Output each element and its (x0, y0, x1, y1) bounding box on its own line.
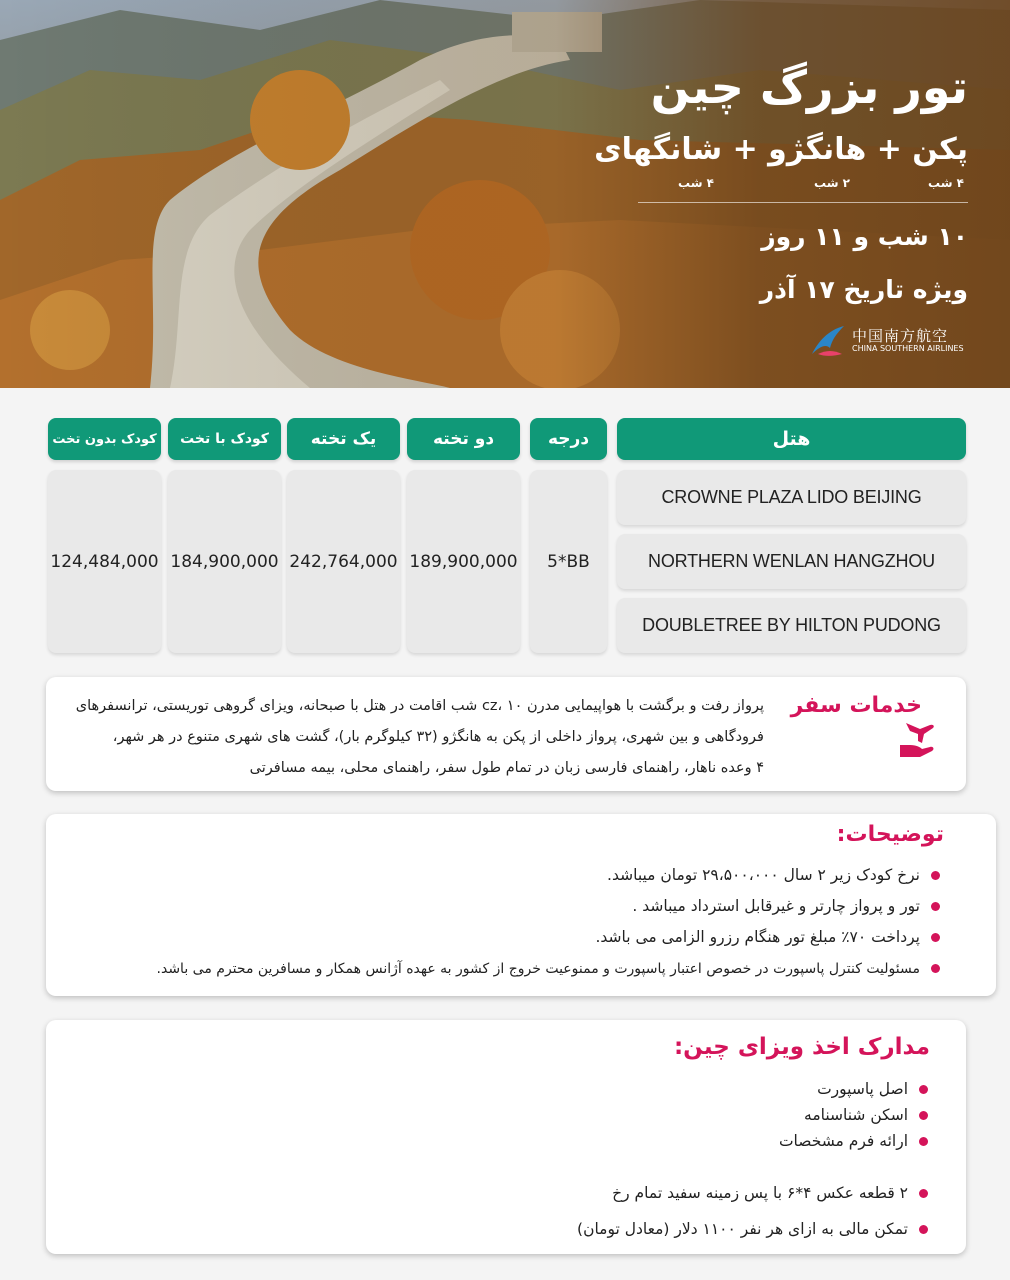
bullet-dot (931, 933, 940, 942)
bullet-dot (919, 1225, 928, 1234)
services-line: پرواز رفت و برگشت با هواپیمایی مدرن cz، ۱۰ شب اقامت در هتل با صبحانه، ویزای گروهی توریستی، ترانسفرهای (75, 698, 764, 714)
header-child-nobed: کودک بدون تخت (48, 418, 161, 460)
price-child-bed: 184,900,000 (168, 470, 281, 653)
services-title: خدمات سفر (790, 693, 922, 718)
visa-card (46, 1020, 966, 1254)
bullet-dot (931, 871, 940, 880)
services-line: فرودگاهی و بین شهری، پرواز داخلی از پکن به هانگژو (۳۲ کیلوگرم بار)، گشت های شهری متنوع در هر شهر، (112, 729, 764, 745)
bullet-dot (919, 1189, 928, 1198)
airline-logo (808, 322, 968, 358)
bullet-dot (919, 1137, 928, 1146)
visa-item: تمکن مالی به ازای هر نفر ۱۱۰۰ دلار (معادل تومان) (577, 1216, 930, 1242)
notes-title: توضیحات: (836, 822, 944, 847)
tour-title: تور بزرگ چین (650, 60, 968, 114)
tour-cities: پکن + هانگژو + شانگهای (594, 132, 968, 167)
grade-value: 5*BB (530, 470, 607, 653)
nights-hangzhou: ۲ شب (813, 176, 850, 190)
note-item: پرداخت ۷۰٪ مبلغ تور هنگام رزرو الزامی می باشد. (157, 922, 942, 953)
header-child-bed: کودک با تخت (168, 418, 281, 460)
tour-date: ویژه تاریخ ۱۷ آذر (759, 275, 968, 304)
hero-banner (0, 0, 1010, 388)
kapok-flower-icon (808, 324, 848, 358)
price-double: 189,900,000 (407, 470, 520, 653)
bullet-dot (919, 1111, 928, 1120)
visa-item: ۲ قطعه عکس ۴*۶ با پس زمینه سفید تمام رخ (577, 1180, 930, 1206)
header-single: یک تخته (287, 418, 400, 460)
visa-list (577, 1076, 930, 1242)
header-grade: درجه (530, 418, 607, 460)
nights-shanghai: ۴ شب (677, 176, 714, 190)
plane-hand-icon (898, 719, 942, 759)
price-single: 242,764,000 (287, 470, 400, 653)
services-description (54, 691, 764, 784)
bullet-dot (931, 902, 940, 911)
nights-beijing: ۴ شب (927, 176, 964, 190)
notes-list (157, 860, 942, 985)
note-item: مسئولیت کنترل پاسپورت در خصوص اعتبار پاسپورت و ممنوعیت خروج از کشور به عهده آژانس همکار و مسافرین محترم می باشد. (157, 953, 942, 985)
hero-divider (638, 202, 968, 203)
visa-item: اسکن شناسنامه (577, 1102, 930, 1128)
hotel-beijing: CROWNE PLAZA LIDO BEIJING (617, 470, 966, 525)
services-line: ۴ وعده ناهار، راهنمای فارسی زبان در تمام طول سفر، راهنمای محلی، بیمه مسافرتی (249, 760, 764, 776)
visa-item: اصل پاسپورت (577, 1076, 930, 1102)
airline-name-cn: 中国南方航空 (852, 327, 949, 345)
note-item: نرخ کودک زیر ۲ سال ۲۹،۵۰۰،۰۰۰ تومان میباشد. (157, 860, 942, 891)
price-child-nobed: 124,484,000 (48, 470, 161, 653)
header-hotel: هتل (617, 418, 966, 460)
bullet-dot (919, 1085, 928, 1094)
hotel-shanghai: DOUBLETREE BY HILTON PUDONG (617, 598, 966, 653)
visa-item: ارائه فرم مشخصات (577, 1128, 930, 1154)
header-double: دو تخته (407, 418, 520, 460)
tour-duration: ۱۰ شب و ۱۱ روز (761, 222, 968, 251)
visa-title: مدارک اخذ ویزای چین: (673, 1034, 930, 1060)
services-card (46, 677, 966, 791)
note-item: تور و پرواز چارتر و غیرقابل استرداد میباشد . (157, 891, 942, 922)
hotel-hangzhou: NORTHERN WENLAN HANGZHOU (617, 534, 966, 589)
airline-name-en: CHINA SOUTHERN AIRLINES (852, 344, 964, 353)
notes-card (46, 814, 996, 996)
bullet-dot (931, 964, 940, 973)
